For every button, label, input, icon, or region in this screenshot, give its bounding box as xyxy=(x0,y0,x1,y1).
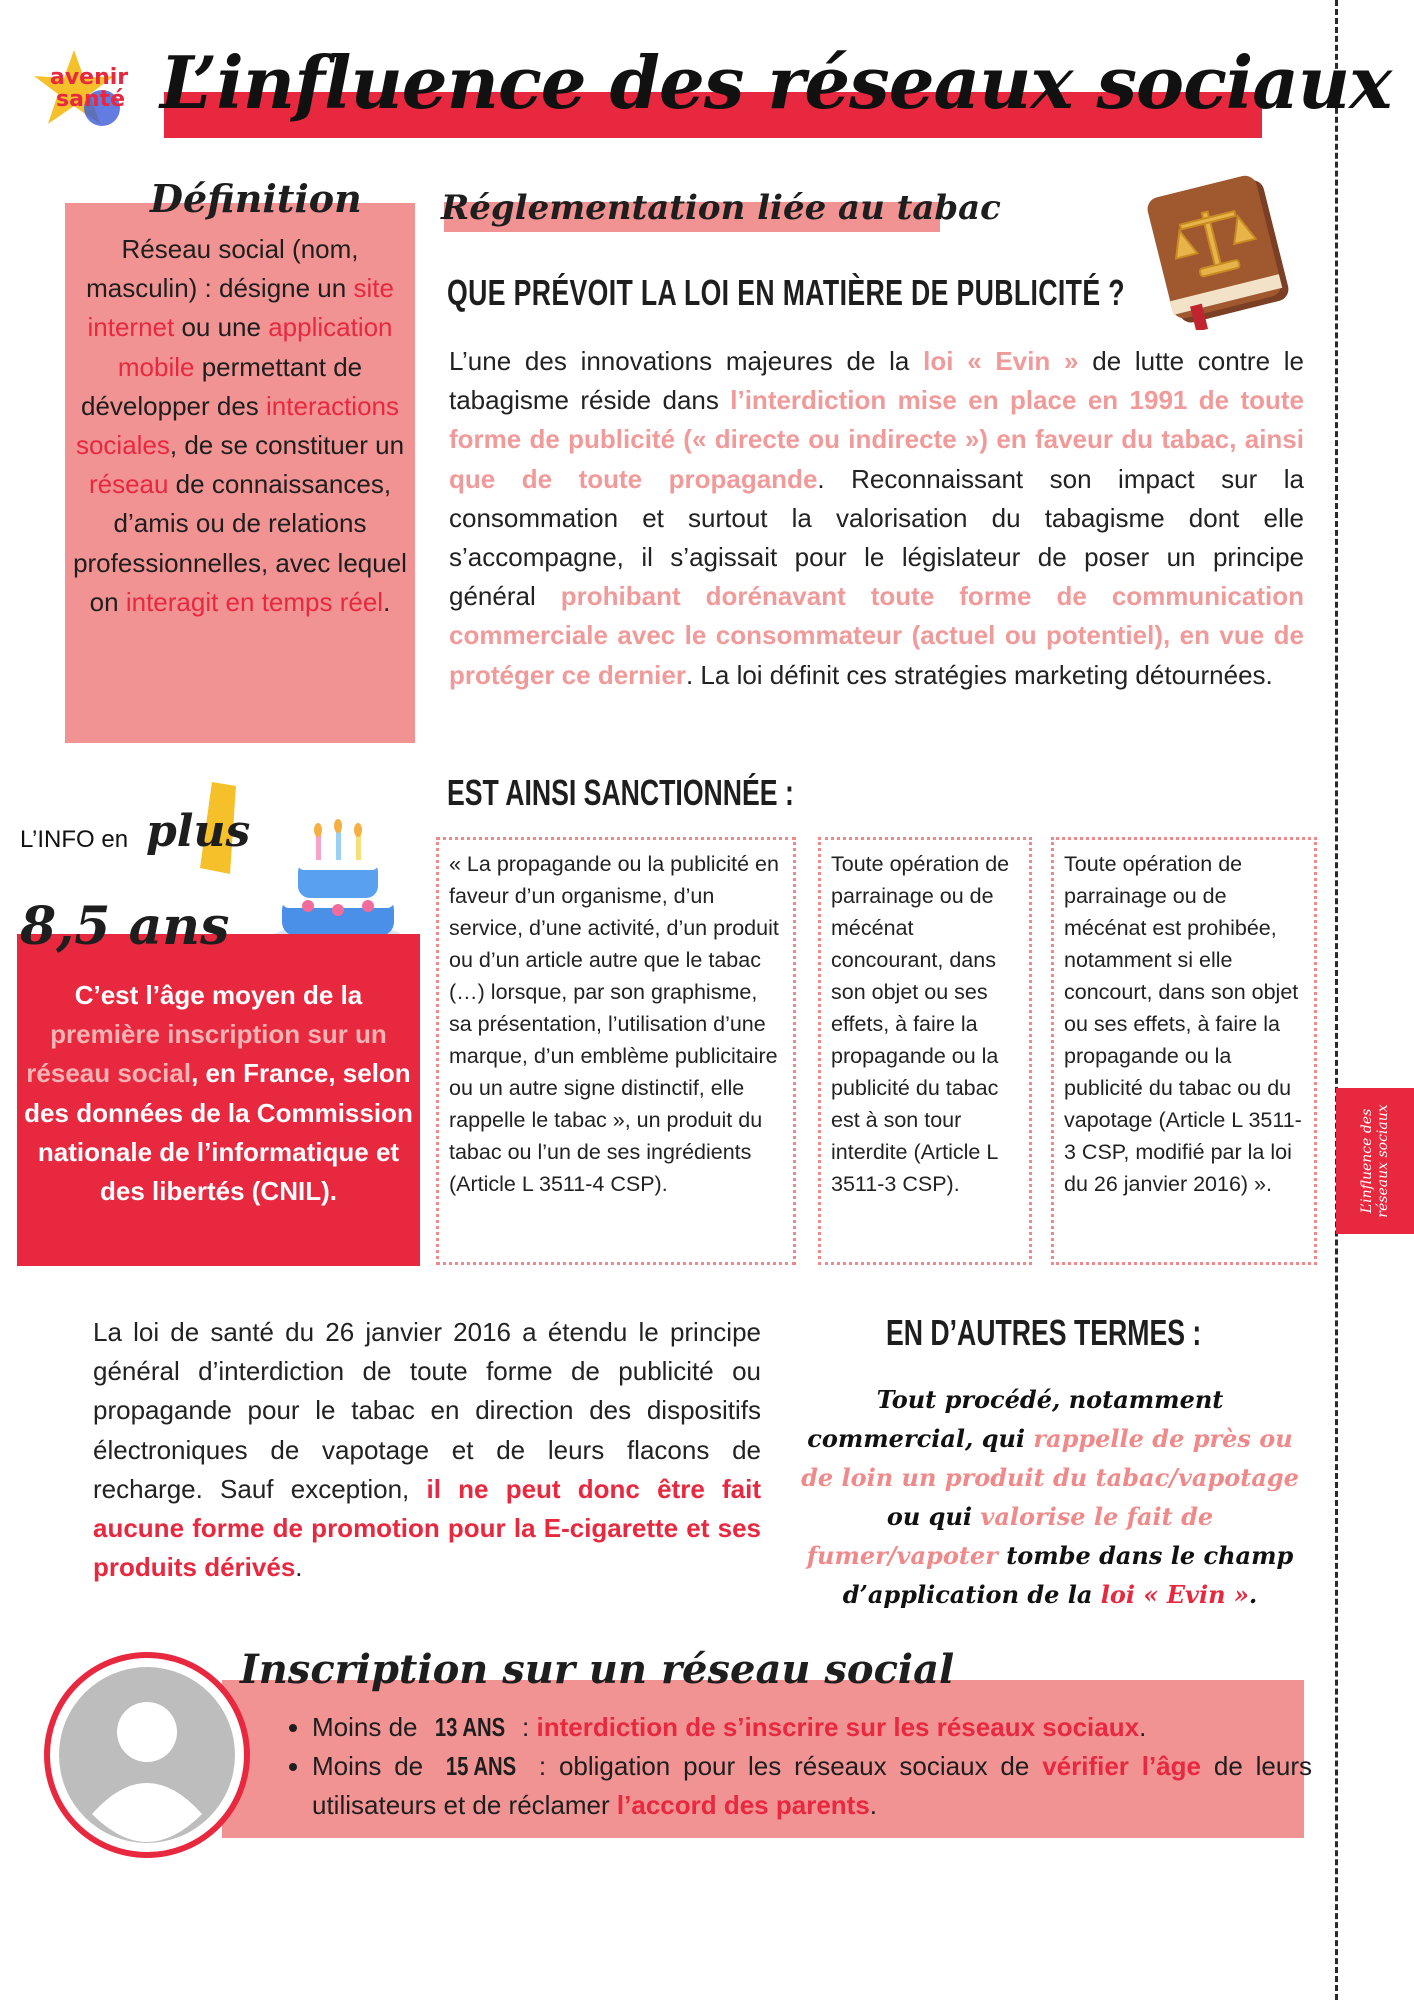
inscription-title: Inscription sur un réseau social xyxy=(240,1646,955,1693)
info-age-text: C’est l’âge moyen de la première inscription sur un réseau social, en France, selon des données de la Commission nationale de l’informatique et des libertés (CNIL). xyxy=(24,980,413,1207)
loi-evin-paragraph: L’une des innovations majeures de la loi « Evin » de lutte contre le tabagisme réside dans l’interdiction mise en place en 1991 de toute forme de publicité (« directe ou indirecte ») en faveur du tabac, ainsi que de toute propagande. Reconnaissant son impact sur la consommation et surtout la valorisation du tabagisme dont elle s’accompagne, il s’agissait pour le législateur de poser un principe général prohibant dorénavant toute forme de communication commerciale avec le consommateur (actuel ou potentiel), en vue de protéger ce dernier. La loi définit ces stratégies marketing détournées. xyxy=(449,346,1305,690)
side-tab-label: L’influence des réseaux sociaux xyxy=(1359,1104,1391,1218)
definition-text: Réseau social (nom, masculin) : désigne un site internet ou une application mobile permettant de développer des interactions sociales, de se constituer un réseau de connaissances, d’amis ou de relations professionnelles, avec lequel on interagit en temps réel. xyxy=(73,234,407,617)
other-terms-text: Tout procédé, notamment commercial, qui rappelle de près ou de loin un produit du tabac/vapotage ou qui valorise le fait de fumer/vapoter tombe dans le champ d’application de la loi « Evin ». xyxy=(801,1385,1299,1609)
info-label: L’INFO en xyxy=(20,826,129,853)
inscription-list xyxy=(290,1708,1312,1826)
info-plus-word: plus xyxy=(146,806,251,857)
user-avatar-icon xyxy=(44,1652,250,1858)
law-book-icon xyxy=(1128,160,1308,330)
page-edge-dashed-line xyxy=(1335,0,1338,2000)
publicite-question-heading: QUE PRÉVOIT LA LOI EN MATIÈRE DE PUBLICITÉ ? xyxy=(447,272,1125,313)
sanction-heading: EST AINSI SANCTIONNÉE : xyxy=(447,772,794,813)
definition-title: Définition xyxy=(150,176,362,221)
sanction-box-propagande: « La propagande ou la publicité en faveur d’un organisme, d’un service, d’une activité, d’un produit ou d’un article autre que le tabac (…) lorsque, par son graphisme, sa présentation, l’utilisation d’une marque, d’un emblème publicitaire ou un autre signe distinctif, elle rappelle le tabac », un produit du tabac ou l’un de ses ingrédients (Article L 3511-4 CSP). xyxy=(436,837,796,1265)
logo-text-line2: santé xyxy=(56,87,126,112)
side-tab xyxy=(1336,1088,1414,1234)
sanction-box-vapotage: Toute opération de parrainage ou de mécénat est prohibée, notamment si elle concourt, dans son objet ou ses effets, à faire la propagande ou la publicité du tabac ou du vapotage (Article L 3511-3 CSP, modifié par la loi du 26 janvier 2016) ». xyxy=(1051,837,1317,1265)
page-title: L’influence des réseaux sociaux xyxy=(160,40,1392,125)
average-age-value: 8,5 ans xyxy=(20,896,230,957)
list-item: • Moins de 13 ANS : interdiction de s’inscrire sur les réseaux sociaux. xyxy=(312,1708,1312,1747)
loi-2016-paragraph: La loi de santé du 26 janvier 2016 a étendu le principe général d’interdiction de toute forme de publicité ou propagande pour le tabac en direction des dispositifs électroniques de vapotage et de leurs flacons de recharge. Sauf exception, il ne peut donc être fait aucune forme de promotion pour la E-cigarette et ses produits dérivés. xyxy=(93,1317,761,1583)
logo-text-line1: avenir xyxy=(50,65,129,90)
avenir-sante-logo xyxy=(34,48,134,148)
list-item: • Moins de 15 ANS : obligation pour les réseaux sociaux de vérifier l’âge de leurs utilisateurs et de réclamer l’accord des parents. xyxy=(312,1747,1312,1825)
reglementation-title: Réglementation liée au tabac xyxy=(441,188,1001,228)
sanction-box-parrainage: Toute opération de parrainage ou de mécénat concourant, dans son objet ou ses effets, à faire la propagande ou la publicité du tabac est à son tour interdite (Article L 3511-3 CSP). xyxy=(818,837,1032,1265)
other-terms-heading: EN D’AUTRES TERMES : xyxy=(886,1312,1202,1353)
